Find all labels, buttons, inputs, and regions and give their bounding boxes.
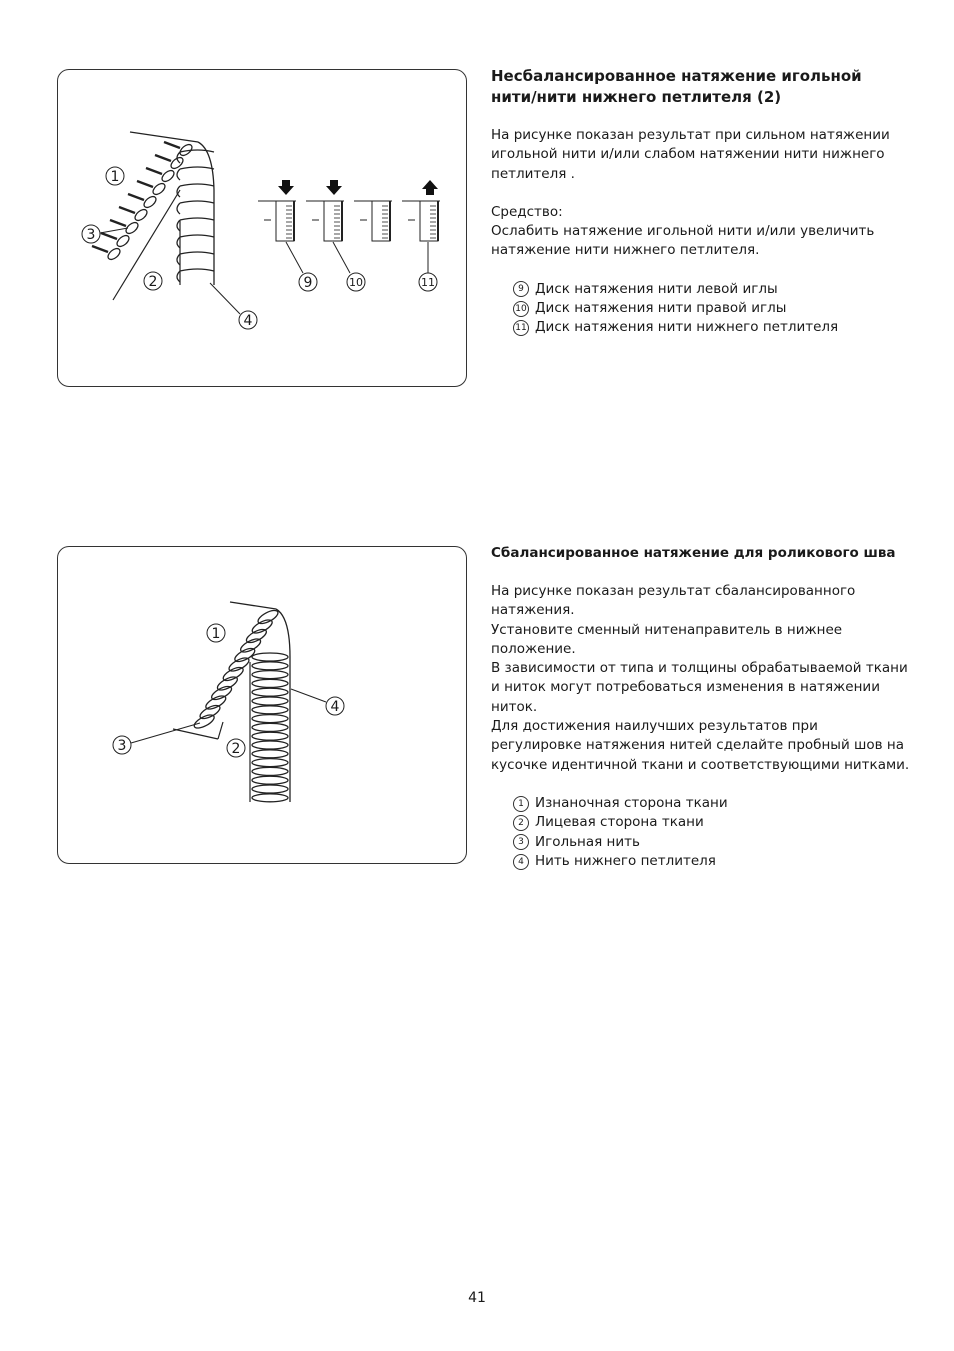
callout-1: 1: [110, 169, 120, 185]
section2-paragraph: На рисунке показан результат сбалансированного натяжения.: [491, 583, 856, 619]
rolled-hem-illustration: [58, 547, 466, 863]
section2-paragraph: Для достижения наилучших результатов при регулировке натяжения нитей сделайте пробный шов на кусочке идентичной ткани и соответствующими нитками.: [491, 718, 910, 773]
callout-3: 3: [86, 227, 96, 243]
list-item: 2 Лицевая сторона ткани: [513, 813, 911, 832]
remedy-text: Ослабить натяжение игольной нити и/или увеличить натяжение нити нижнего петлителя.: [491, 223, 875, 259]
callout-3: 3: [117, 738, 127, 754]
list-item: 4 Нить нижнего петлителя: [513, 852, 911, 871]
section2-paragraph: Установите сменный нитенаправитель в нижнее положение.: [491, 621, 843, 657]
tension-dials: [258, 180, 440, 241]
callout-10: 10: [349, 276, 363, 289]
section1-text: [491, 66, 911, 338]
page-number: 41: [468, 1290, 486, 1306]
section1-title: Несбалансированное натяжение игольной нити/нити нижнего петлителя (2): [491, 67, 862, 106]
callout-2: 2: [231, 741, 241, 757]
section1-description: На рисунке показан результат при сильном натяжении игольной нити и/или слабом натяжении нити нижнего петлителя .: [491, 127, 890, 182]
section1-item-list: [491, 280, 911, 338]
section2-text: [491, 543, 911, 871]
section2-item-list: [491, 794, 911, 871]
callout-9: 9: [303, 275, 313, 291]
figure-unbalanced-tension: [57, 69, 467, 387]
list-item: 11 Диск натяжения нити нижнего петлителя: [513, 318, 911, 337]
callout-1: 1: [211, 626, 221, 642]
callout-4: 4: [243, 313, 253, 329]
unbalanced-stitch-illustration: [58, 70, 466, 386]
section2-title: Сбалансированное натяжение для роликового шва: [491, 545, 896, 561]
callout-11: 11: [421, 276, 435, 289]
figure-balanced-tension: [57, 546, 467, 864]
list-item: 1 Изнаночная сторона ткани: [513, 794, 911, 813]
callout-4: 4: [330, 699, 340, 715]
callout-2: 2: [148, 274, 158, 290]
remedy-label: Средство:: [491, 203, 563, 220]
list-item: 3 Игольная нить: [513, 833, 911, 852]
list-item: 9 Диск натяжения нити левой иглы: [513, 280, 911, 299]
section2-paragraph: В зависимости от типа и толщины обрабатываемой ткани и ниток могут потребоваться изменения в натяжении ниток.: [491, 660, 908, 715]
list-item: 10 Диск натяжения нити правой иглы: [513, 299, 911, 318]
